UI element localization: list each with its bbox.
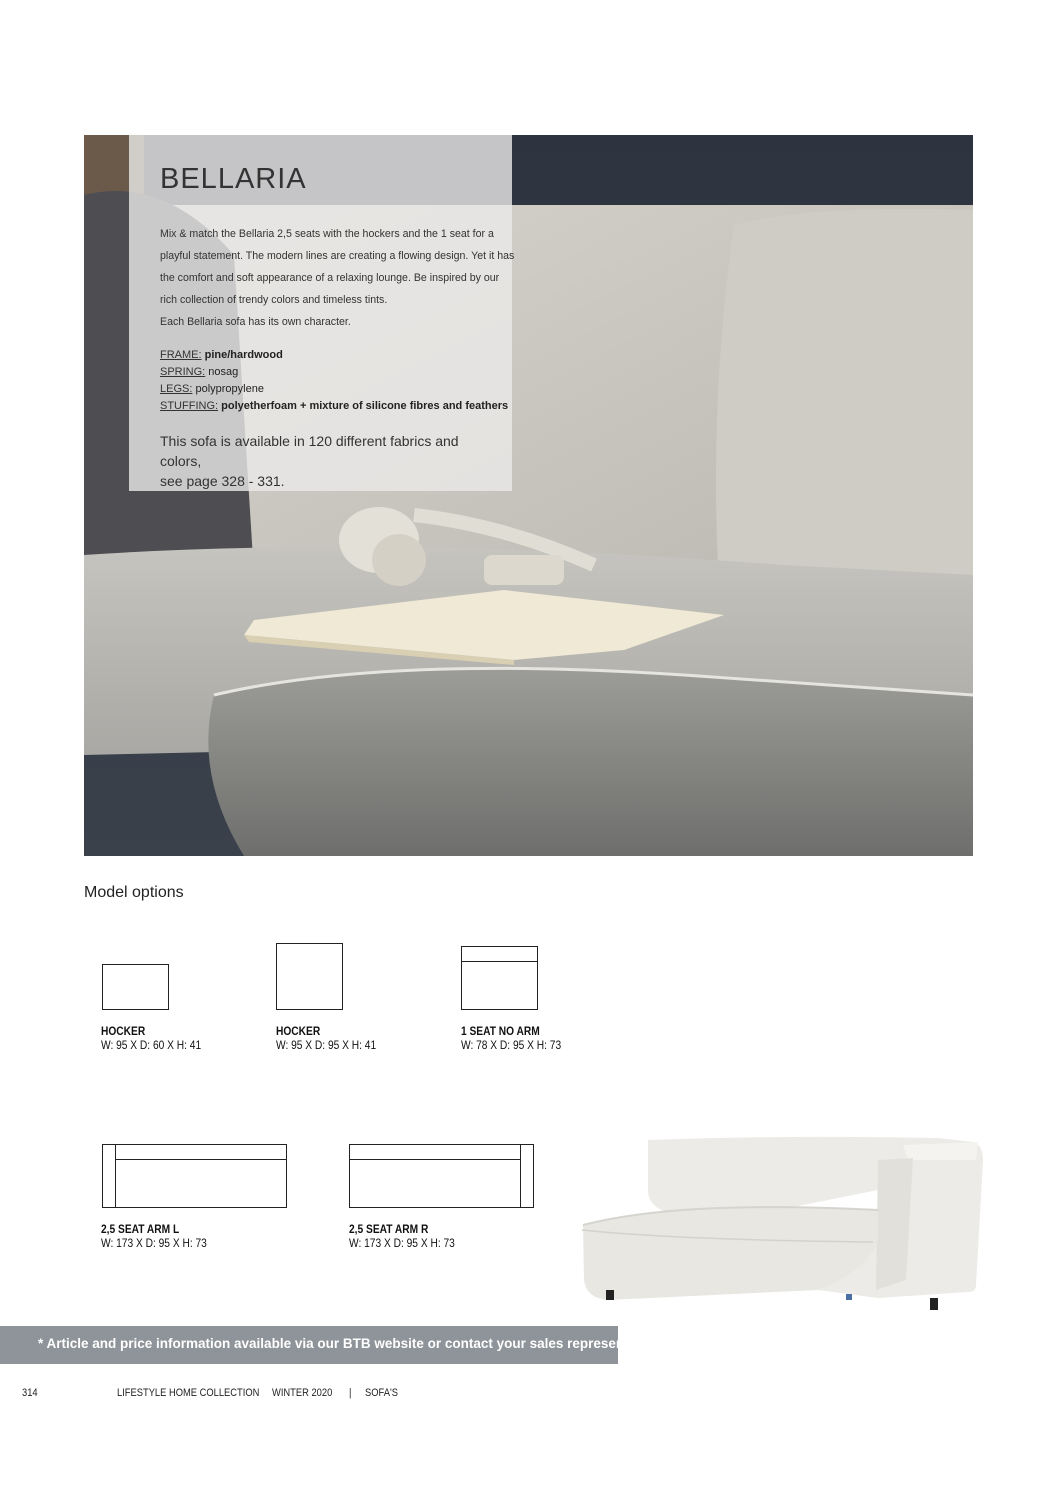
backrest-line: [115, 1159, 286, 1160]
description-line: Each Bellaria sofa has its own character.: [160, 316, 351, 328]
footer-separator: |: [349, 1387, 352, 1399]
one-seat-no-arm-diagram: [461, 946, 538, 1010]
model-dims: W: 173 X D: 95 X H: 73: [349, 1236, 455, 1250]
page-number: 314: [22, 1387, 38, 1399]
backrest-line: [462, 961, 537, 962]
availability-note: [160, 431, 500, 491]
spec-value: polyetherfoam + mixture of silicone fibres and feathers: [221, 400, 509, 412]
model-label: [461, 1024, 561, 1052]
hocker-small-diagram: [102, 964, 169, 1010]
description-line: rich collection of trendy colors and timeless tints.: [160, 294, 388, 306]
product-specs: [160, 347, 508, 415]
sofa-product-photo: [578, 1130, 998, 1320]
hero-photo: [84, 135, 973, 856]
model-name: 2,5 SEAT ARM R: [349, 1222, 429, 1236]
two-half-seat-arm-left-diagram: [102, 1144, 287, 1208]
spec-label: FRAME:: [160, 349, 202, 361]
backrest-line: [350, 1159, 521, 1160]
spec-stuffing: [160, 398, 508, 415]
availability-line: This sofa is available in 120 different fabrics and colors,: [160, 433, 459, 469]
description-line: playful statement. The modern lines are creating a flowing design. Yet it has: [160, 250, 515, 262]
model-dims: W: 95 X D: 95 X H: 41: [276, 1038, 377, 1052]
model-name: 2,5 SEAT ARM L: [101, 1222, 180, 1236]
arm-line: [115, 1145, 116, 1207]
spec-label: STUFFING:: [160, 400, 219, 412]
model-label: [101, 1222, 207, 1250]
model-dims: W: 95 X D: 60 X H: 41: [101, 1038, 202, 1052]
spec-value: nosag: [208, 366, 239, 378]
footer-season: WINTER 2020: [272, 1387, 333, 1399]
availability-line: see page 328 - 331.: [160, 473, 285, 489]
spec-label: LEGS:: [160, 383, 193, 395]
spec-value: pine/hardwood: [204, 349, 283, 361]
model-name: HOCKER: [276, 1024, 321, 1038]
model-name: 1 SEAT NO ARM: [461, 1024, 540, 1038]
footer-section: SOFA'S: [365, 1387, 398, 1399]
spec-spring: [160, 364, 508, 381]
model-label: [276, 1024, 376, 1052]
spec-legs: [160, 381, 508, 398]
model-label: [101, 1024, 201, 1052]
description-line: the comfort and soft appearance of a relaxing lounge. Be inspired by our: [160, 272, 500, 284]
spec-label: SPRING:: [160, 366, 206, 378]
two-half-seat-arm-right-diagram: [349, 1144, 534, 1208]
product-description: [160, 223, 515, 333]
product-title: BELLARIA: [160, 163, 307, 195]
description-line: Mix & match the Bellaria 2,5 seats with the hockers and the 1 seat for a: [160, 228, 494, 240]
model-name: HOCKER: [101, 1024, 146, 1038]
footer-collection: LIFESTYLE HOME COLLECTION: [117, 1387, 260, 1399]
model-options-title: Model options: [84, 884, 184, 901]
disclaimer-text: * Article and price information available via our BTB website or contact your sales representative.: [38, 1336, 664, 1351]
model-dims: W: 78 X D: 95 X H: 73: [461, 1038, 562, 1052]
model-label: [349, 1222, 455, 1250]
spec-value: polypropylene: [195, 383, 264, 395]
disclaimer-banner: [0, 1326, 664, 1364]
model-dims: W: 173 X D: 95 X H: 73: [101, 1236, 207, 1250]
arm-line: [520, 1145, 521, 1207]
spec-frame: [160, 347, 508, 364]
hocker-large-diagram: [276, 943, 343, 1010]
